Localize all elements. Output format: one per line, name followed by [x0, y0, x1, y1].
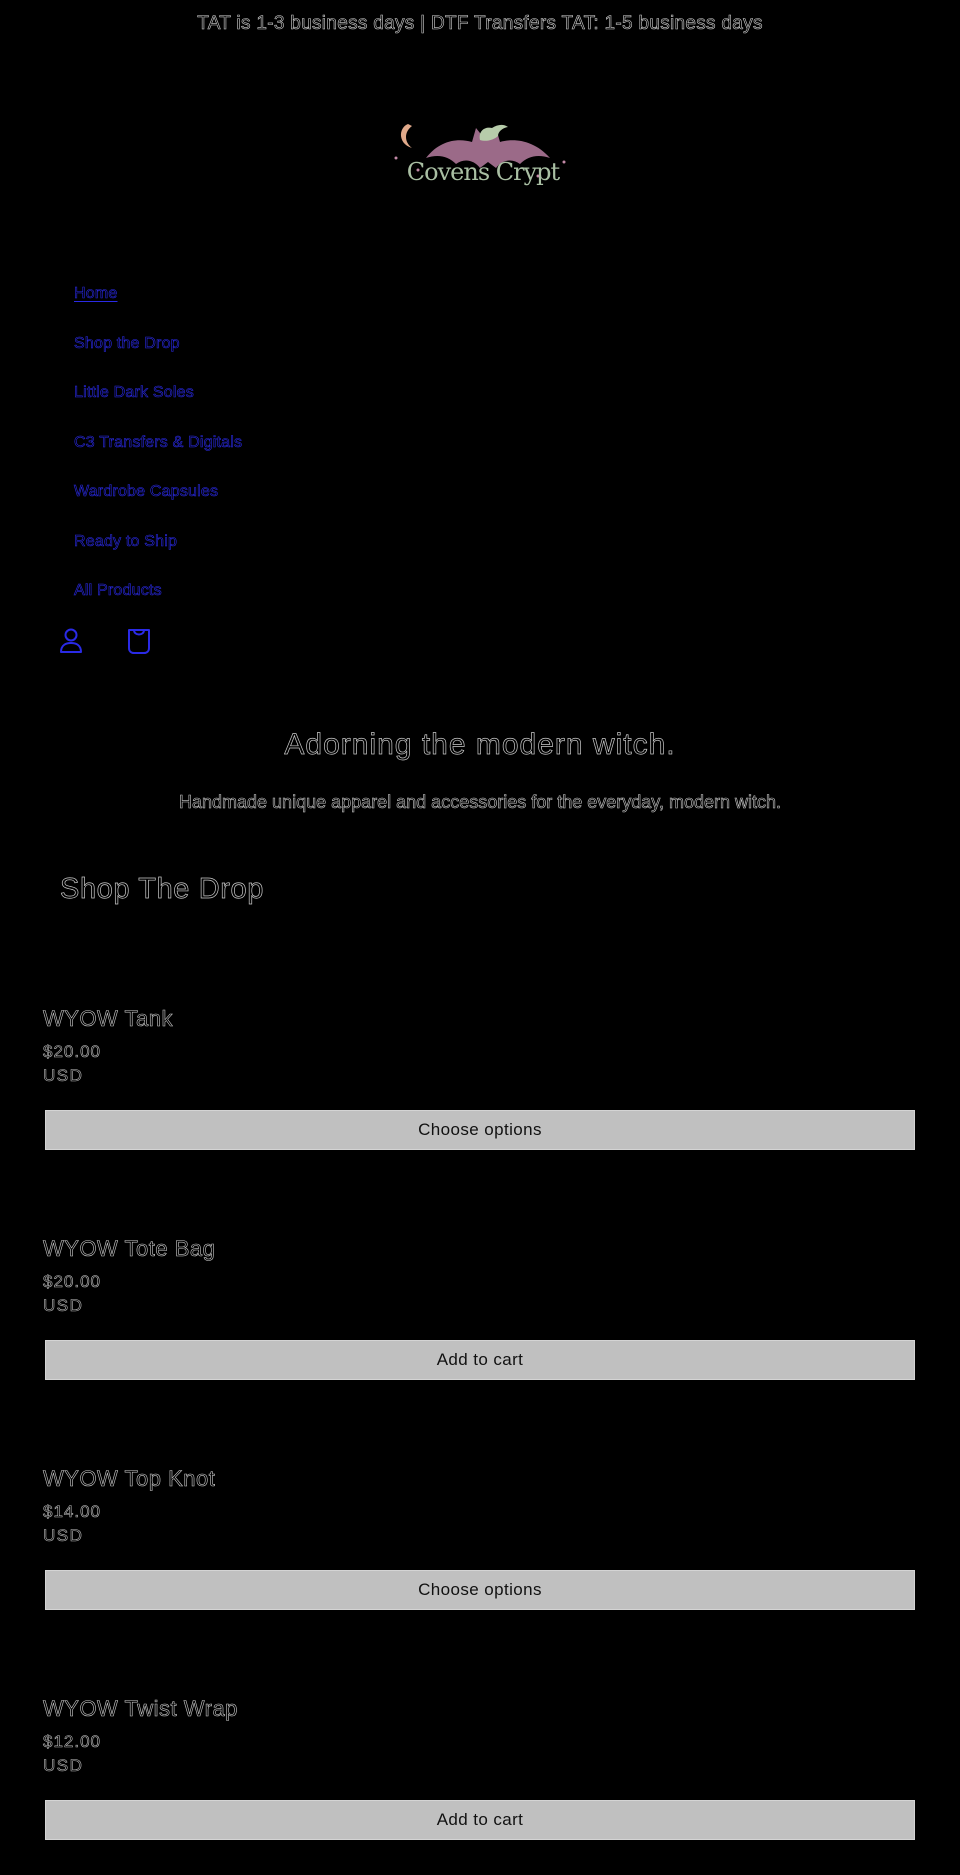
- product-card: [43, 1462, 917, 1599]
- nav-link-home[interactable]: Home: [74, 285, 118, 302]
- account-icon: [58, 626, 84, 656]
- add-to-cart-button[interactable]: Add to cart: [45, 1800, 915, 1840]
- product-title[interactable]: WYOW Twist Wrap: [43, 1696, 238, 1721]
- nav-link-ready-to-ship[interactable]: Ready to Ship: [74, 532, 178, 550]
- nav-item-ready-to-ship: [74, 531, 242, 581]
- moon-icon: [401, 124, 412, 148]
- account-button[interactable]: [58, 626, 84, 656]
- logo[interactable]: [388, 118, 578, 188]
- nav-link-wardrobe-capsules[interactable]: Wardrobe Capsules: [74, 483, 219, 500]
- hero-subtitle: Handmade unique apparel and accessories for the everyday, modern witch.: [178, 792, 781, 812]
- cart-icon: [126, 626, 152, 656]
- choose-options-button[interactable]: Choose options: [45, 1110, 915, 1150]
- product-price: $12.00: [43, 1732, 101, 1751]
- nav-item-shop-the-drop: [74, 333, 242, 383]
- announcement-text: TAT is 1-3 business days | DTF Transfers TAT: 1-5 business days: [197, 13, 763, 34]
- cart-button[interactable]: [126, 626, 152, 656]
- nav-link-shop-the-drop[interactable]: Shop the Drop: [74, 334, 180, 352]
- product-card: [43, 1002, 917, 1139]
- product-currency: USD: [43, 1296, 84, 1315]
- main-nav: [74, 283, 242, 630]
- nav-item-little-dark-soles: [74, 382, 242, 432]
- product-card: [43, 1692, 917, 1829]
- nav-item-c3-transfers: [74, 432, 242, 482]
- product-card: [43, 1232, 917, 1369]
- nav-link-little-dark-soles[interactable]: Little Dark Soles: [74, 384, 194, 401]
- product-price: $14.00: [43, 1502, 101, 1521]
- hero-title: Adorning the modern witch.: [284, 728, 676, 761]
- product-price: $20.00: [43, 1272, 101, 1291]
- announcement-bar: [0, 0, 960, 48]
- logo-image: [388, 118, 578, 188]
- choose-options-button[interactable]: Choose options: [45, 1570, 915, 1610]
- nav-link-c3-transfers[interactable]: C3 Transfers & Digitals: [74, 433, 243, 451]
- product-currency: USD: [43, 1526, 84, 1545]
- collection-title: Shop The Drop: [60, 873, 264, 905]
- nav-item-all-products: [74, 580, 242, 630]
- add-to-cart-button[interactable]: Add to cart: [45, 1340, 915, 1380]
- header-icons: [58, 626, 152, 656]
- hat-icon: [480, 125, 508, 141]
- product-price: $20.00: [43, 1042, 101, 1061]
- logo-text: Covens Crypt: [406, 158, 560, 186]
- product-currency: USD: [43, 1066, 84, 1085]
- product-title[interactable]: WYOW Top Knot: [43, 1466, 216, 1491]
- nav-item-wardrobe-capsules: [74, 481, 242, 531]
- product-title[interactable]: WYOW Tank: [43, 1006, 174, 1031]
- nav-link-all-products[interactable]: All Products: [74, 582, 162, 599]
- product-currency: USD: [43, 1756, 84, 1775]
- product-title[interactable]: WYOW Tote Bag: [43, 1236, 216, 1261]
- nav-item-home: [74, 283, 242, 333]
